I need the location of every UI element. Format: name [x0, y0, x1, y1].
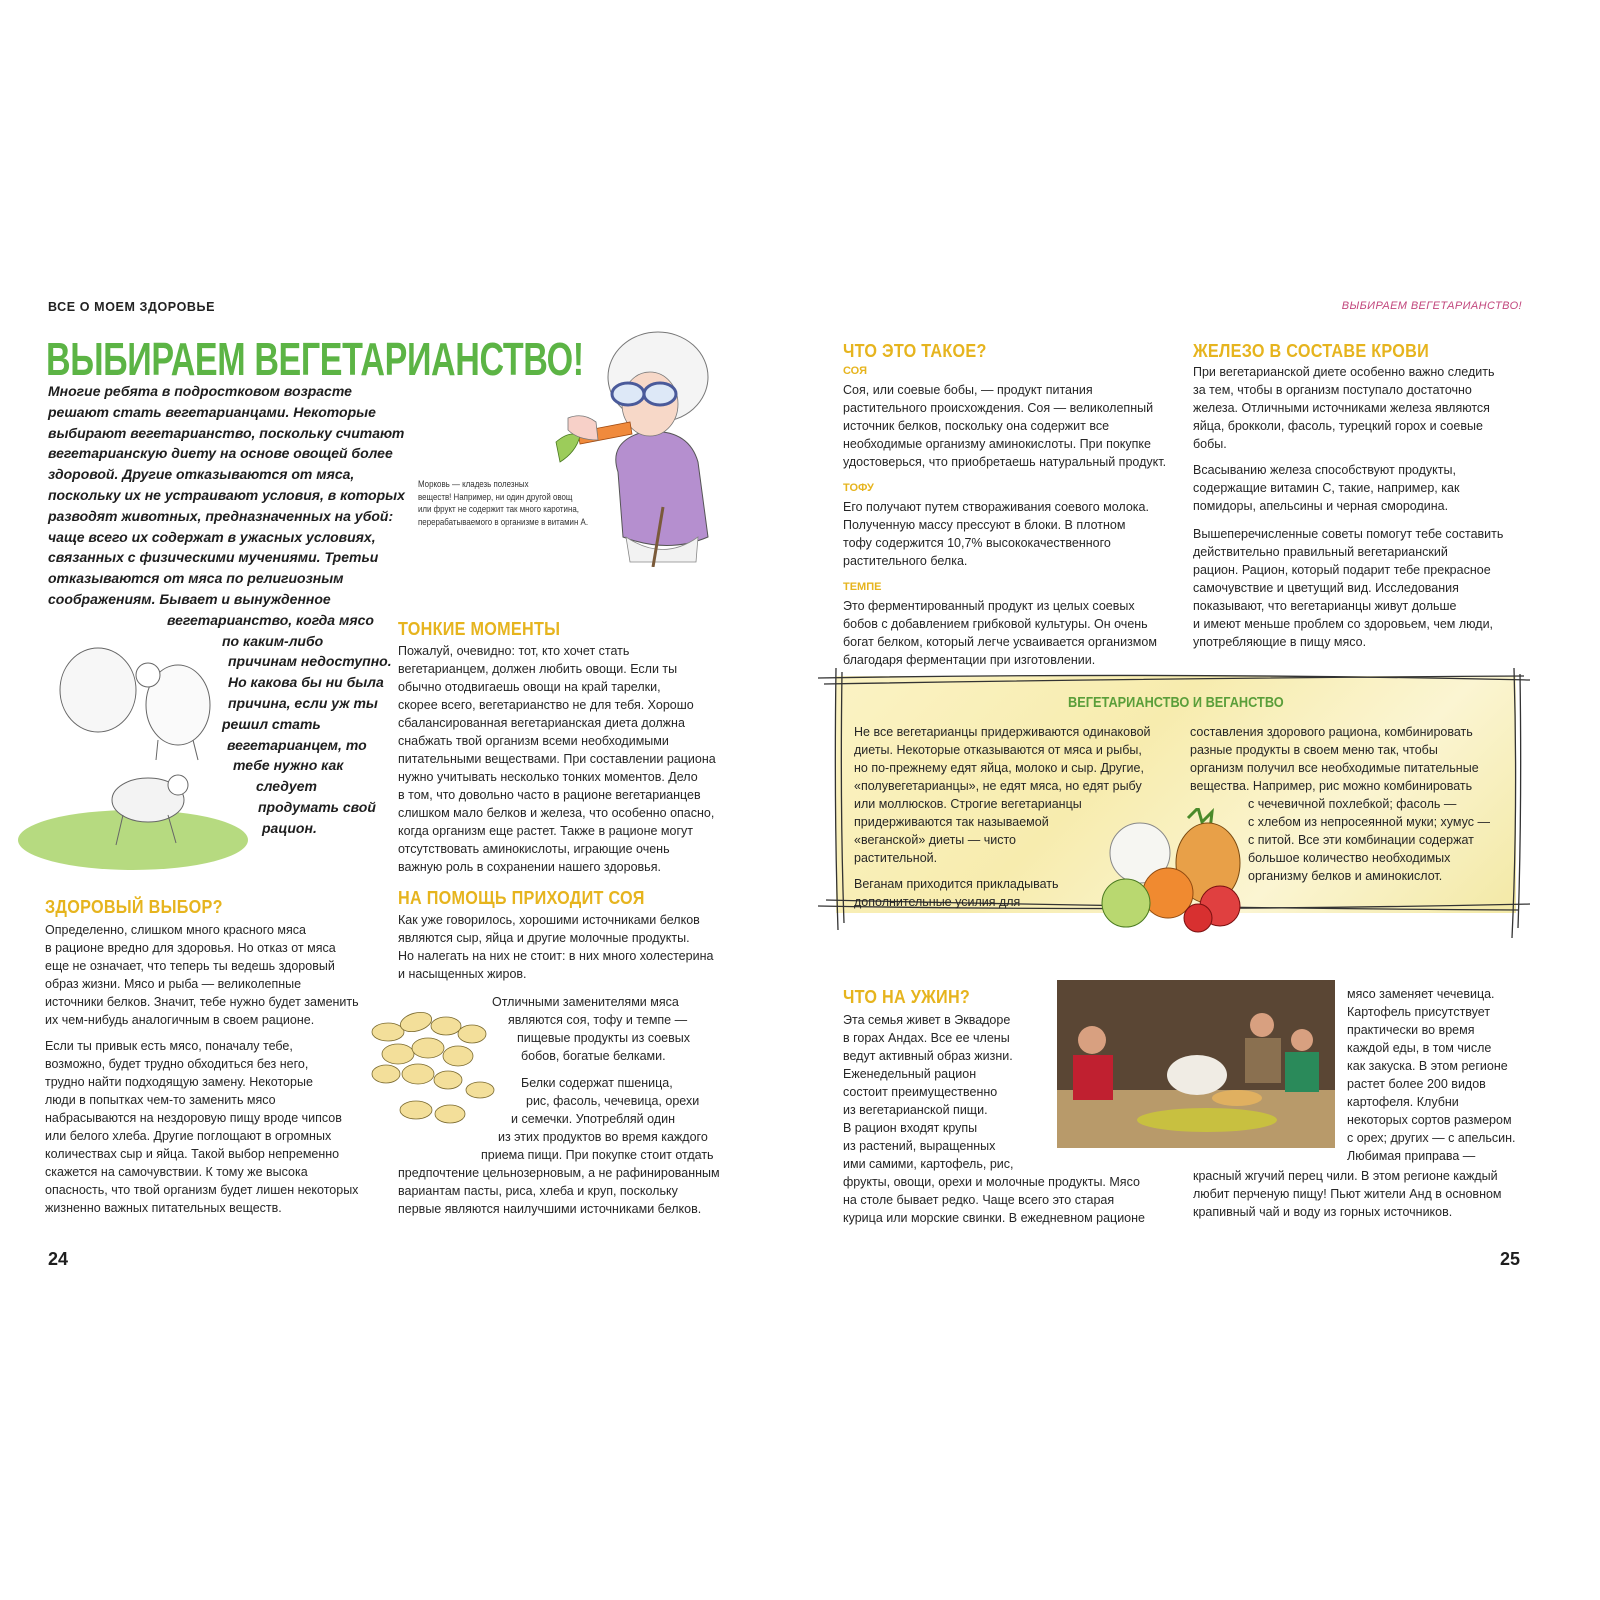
section-heading-subtle-points: ТОНКИЕ МОМЕНТЫ [398, 619, 561, 639]
text-line: являются сыр, яйца и другие молочные продукты. [398, 931, 690, 945]
text-line: Всасыванию железа способствуют продукты, [1193, 463, 1456, 477]
carrot-caption [418, 478, 588, 528]
text-line: Полученную массу прессуют в блоки. В плотном [843, 518, 1126, 532]
text-line: Пожалуй, очевидно: тот, кто хочет стать [398, 644, 630, 658]
text-line: связанных с физическими мучениями. Третьи [48, 549, 379, 566]
text-line: большое количество необходимых [1248, 851, 1451, 865]
text-line: скорее всего, вегетарианство не для тебя. Хорошо [398, 698, 694, 712]
text-line: их чем-нибудь аналогичным в своем рационе. [45, 1013, 315, 1027]
text-line: действительно правильный вегетарианский [1193, 545, 1448, 559]
text-line: дополнительные усилия для [854, 895, 1021, 909]
text-line: или фрукт не содержит так много каротина, [418, 504, 579, 515]
text-line: из вегетарианской пищи. [843, 1103, 988, 1117]
text-line: как закуска. В этом регионе [1347, 1059, 1508, 1073]
text-line: тофу содержится 10,7% высококачественного [843, 536, 1111, 550]
text-line: продумать свой [258, 798, 376, 815]
text-line: или белого хлеба. Другие поглощают в огромных [45, 1129, 332, 1143]
text-line: но по-прежнему едят яйца, молоко и сыр. Другие, [854, 761, 1144, 775]
text-line: и имеют меньше проблем со здоровьем, чем люди, [1193, 617, 1494, 631]
text-line: Белки содержат пшеница, [521, 1076, 673, 1090]
section-heading-what-is-it: ЧТО ЭТО ТАКОЕ? [843, 341, 987, 361]
text-line: с орех; других — с апельсин. [1347, 1131, 1516, 1145]
text-line: бобы. [1193, 437, 1227, 451]
text-line: Но какова бы ни была [228, 674, 384, 691]
text-line: поскольку их не устраивают условия, в которых [48, 486, 405, 503]
text-line: снабжать твой организм всеми необходимыми [398, 734, 669, 748]
text-line: Картофель присутствует [1347, 1005, 1491, 1019]
healthy-choice-paragraph-2 [45, 1037, 358, 1217]
text-line: При вегетарианской диете особенно важно следить [1193, 365, 1495, 379]
text-line: в том, что довольно часто в рационе вегетарианцев [398, 788, 701, 802]
subheading-tofu: ТОФУ [843, 482, 874, 494]
text-line: самочувствие и цветущий вид. Исследования [1193, 581, 1459, 595]
text-line: с питой. Все эти комбинации содержат [1248, 833, 1474, 847]
text-line: диеты. Некоторые отказываются от мяса и рыбы, [854, 743, 1142, 757]
text-line: за тем, чтобы в организм поступало достаточно [1193, 383, 1472, 397]
tempeh-definition [843, 597, 1157, 669]
box-left-paragraph-2 [854, 875, 1059, 911]
text-line: Соя, или соевые бобы, — продукт питания [843, 383, 1093, 397]
text-line: некоторых сортов размером [1347, 1113, 1512, 1127]
text-line: вегетарианцем, должен любить овощи. Если ты [398, 662, 678, 676]
text-line: необходимые организму аминокислоты. При покупке [843, 437, 1151, 451]
text-line: люди в попытках чем-то заменить мясо [45, 1093, 276, 1107]
text-line: Многие ребята в подростковом возрасте [48, 383, 352, 399]
text-line: картофеля. Клубни [1347, 1095, 1459, 1109]
text-line: Эта семья живет в Эквадоре [843, 1013, 1011, 1027]
text-line: рацион. [262, 819, 317, 836]
text-line: Не все вегетарианцы придерживаются одинаковой [854, 725, 1151, 739]
text-line: «полувегетарианцы», не едят мяса, но едят рыбу [854, 779, 1142, 793]
text-line: Любимая приправа — [1347, 1149, 1476, 1163]
text-line: фрукты, овощи, орехи и молочные продукты. Мясо [843, 1175, 1140, 1189]
text-line: бобов с добавлением грибковой культуры. Он очень [843, 617, 1148, 631]
text-line: соображениям. Бывает и вынужденное [48, 590, 331, 607]
text-line: когда организм еще растет. Также в рационе могут [398, 824, 693, 838]
text-line: удостоверься, что приобретаешь натуральный продукт. [843, 455, 1167, 469]
text-line: любит перченую пищу! Пьют жители Анд в основном [1193, 1187, 1502, 1201]
text-line: из этих продуктов во время каждого [498, 1130, 708, 1144]
text-line: употребляющие в пищу мясо. [1193, 635, 1367, 649]
subheading-soy: СОЯ [843, 365, 867, 377]
text-line: растительного происхождения. Соя — великолепный [843, 401, 1154, 415]
text-line: выбирают вегетарианство, поскольку считают [48, 424, 405, 441]
text-line: мясо заменяет чечевица. [1347, 987, 1495, 1001]
text-line: опасность, что твой организм будет лишен некоторых [45, 1183, 359, 1197]
text-line: здоровой. Другие отказываются от мяса, [48, 466, 355, 483]
text-line: придерживаются так называемой [854, 815, 1049, 829]
text-line: богат белком, который легче усваивается организмом [843, 635, 1157, 649]
text-line: растительного белка. [843, 554, 968, 568]
text-line: железа. Отличными источниками железа являются [1193, 401, 1490, 415]
text-line: тебе нужно как [233, 757, 344, 774]
text-line: сбалансированная вегетарианская диета должна [398, 716, 685, 730]
text-line: рацион. Рацион, который подарит тебе прекрасное [1193, 563, 1491, 577]
text-line: благодаря ферментации при изготовлении. [843, 653, 1096, 667]
text-line: показывают, что вегетарианцы живут дольше [1193, 599, 1457, 613]
text-line: растет более 200 видов [1347, 1077, 1486, 1091]
grandma-eating-carrot-illustration [548, 322, 728, 567]
dinner-text-right [1193, 985, 1516, 1221]
text-line: источник белков, поскольку она содержит все [843, 419, 1110, 433]
text-line: в горах Андах. Все ее члены [843, 1031, 1010, 1045]
text-line: крапивный чай и воду из горных источников. [1193, 1205, 1453, 1219]
text-line: вариантам пасты, риса, хлеба и круп, поскольку [398, 1184, 678, 1198]
text-line: возможно, будет трудно обходиться без него, [45, 1057, 309, 1071]
text-line: решают стать вегетарианцами. Некоторые [48, 403, 376, 420]
text-line: слишком мало белков и железа, что особенно опасно, [398, 806, 715, 820]
text-line: рис, фасоль, чечевица, орехи [526, 1094, 700, 1108]
text-line: приема пищи. При покупке стоит отдать [481, 1148, 714, 1162]
text-line: состоит преимущественно [843, 1085, 998, 1099]
ecuador-family-photo [1057, 980, 1335, 1148]
text-line: отказываются от мяса по религиозным [48, 570, 344, 587]
text-line: трудно найти подходящую замену. Некоторые [45, 1075, 313, 1089]
text-line: причинам недоступно. [228, 653, 392, 670]
text-line: «веганской» диеты — чисто [854, 833, 1017, 847]
text-line: причина, если уж ты [228, 694, 378, 711]
text-line: каждой еды, в том числе [1347, 1041, 1492, 1055]
text-line: Как уже говорилось, хорошими источниками белков [398, 913, 700, 927]
iron-paragraph-1 [1193, 363, 1494, 453]
page-number-right: 25 [1500, 1249, 1521, 1269]
text-line: содержащие витамин С, такие, например, как [1193, 481, 1460, 495]
text-line: и насыщенных жиров. [398, 967, 527, 981]
text-line: составления здорового рациона, комбинировать [1190, 725, 1473, 739]
text-line: с чечевичной похлебкой; фасоль — [1248, 797, 1457, 811]
text-line: вегетарианскую диету на основе овощей более [48, 445, 393, 462]
text-line: количествах сыр и яйца. Такой выбор непременно [45, 1147, 340, 1161]
text-line: организм получил все необходимые питательные [1190, 761, 1479, 775]
text-line: растительной. [854, 851, 938, 865]
text-line: организму белков и аминокислот. [1248, 869, 1443, 883]
text-line: яйца, брокколи, фасоль, турецкий горох и соевые [1193, 419, 1483, 433]
subheading-tempeh: ТЕМПЕ [843, 581, 882, 593]
section-heading-soy-helps: НА ПОМОЩЬ ПРИХОДИТ СОЯ [398, 888, 645, 908]
text-line: красный жгучий перец чили. В этом регионе каждый [1193, 1169, 1498, 1183]
text-line: по каким-либо [222, 632, 324, 649]
page-number-left: 24 [48, 1249, 69, 1269]
text-line: нужно учитывать несколько тонких моментов. Дело [398, 770, 698, 784]
text-line: ведут активный образ жизни. [843, 1049, 1013, 1063]
text-line: первые являются наилучшими источниками белков. [398, 1202, 702, 1216]
text-line: Определенно, слишком много красного мяса [45, 923, 306, 937]
tofu-definition [843, 498, 1149, 570]
text-line: Вышеперечисленные советы помогут тебе составить [1193, 527, 1504, 541]
text-line: из растений, выращенных [843, 1139, 996, 1153]
text-line: важную роль в сохранении нашего здоровья. [398, 860, 661, 874]
iron-paragraph-2 [1193, 461, 1459, 515]
text-line: или моллюсков. Строгие вегетарианцы [854, 797, 1082, 811]
text-line: Это ферментированный продукт из целых соевых [843, 599, 1135, 613]
text-line: вегетарианство, когда мясо [167, 611, 374, 628]
page-title: ВЫБИРАЕМ ВЕГЕТАРИАНСТВО! [46, 333, 584, 385]
text-line: разводят животных, предназначенных на убой: [48, 507, 394, 524]
text-line: пищевые продукты из соевых [517, 1031, 690, 1045]
text-line: Его получают путем створаживания соевого молока. [843, 500, 1149, 514]
text-line: образ жизни. Мясо и рыба — великолепные [45, 977, 302, 991]
section-heading-dinner: ЧТО НА УЖИН? [843, 987, 971, 1007]
sheep-illustration [18, 635, 248, 875]
text-line: веществ! Например, ни один другой овощ [418, 491, 573, 502]
text-line: Веганам приходится прикладывать [854, 877, 1059, 891]
text-line: являются соя, тофу и темпе — [508, 1013, 688, 1027]
text-line: вегетарианцем, то [227, 736, 367, 753]
text-line: Если ты привык есть мясо, поначалу тебе, [45, 1039, 293, 1053]
soy-definition [843, 381, 1166, 471]
text-line: решил стать [222, 715, 321, 732]
text-line: источники белков. Значит, тебе нужно будет заменить [45, 995, 359, 1009]
text-line: перерабатываемого в организме в витамин А. [418, 516, 589, 527]
text-line: курица или морские свинки. В ежедневном рационе [843, 1211, 1145, 1225]
text-line: жизненно важных питательных веществ. [45, 1201, 282, 1215]
text-line: разные продукты в своем меню так, чтобы [1190, 743, 1438, 757]
text-line: предпочтение цельнозерновым, а не рафинированным [398, 1166, 720, 1180]
running-head-right: ВЫБИРАЕМ ВЕГЕТАРИАНСТВО! [1341, 300, 1522, 312]
text-line: помидоры, апельсины и черная смородина. [1193, 499, 1449, 513]
text-line: Но налегать на них не стоит: в них много холестерина [398, 949, 714, 963]
text-line: еще не означает, что теперь ты ведешь здоровый [45, 959, 335, 973]
text-line: ими самими, картофель, рис, [843, 1157, 1014, 1171]
text-line: набрасываются на нездоровую пищу вроде чипсов [45, 1111, 342, 1125]
box-heading: ВЕГЕТАРИАНСТВО И ВЕГАНСТВО [1068, 695, 1284, 711]
text-line: с хлебом из непросеянной муки; хумус — [1248, 815, 1490, 829]
text-line: бобов, богатые белками. [521, 1049, 666, 1063]
soybeans-illustration [368, 1002, 508, 1132]
fruits-vegetables-illustration [1098, 808, 1258, 933]
section-heading-iron: ЖЕЛЕЗО В СОСТАВЕ КРОВИ [1193, 341, 1429, 361]
soy-helps-paragraph-1 [398, 911, 713, 983]
section-heading-healthy-choice: ЗДОРОВЫЙ ВЫБОР? [45, 897, 223, 917]
text-line: питательными веществами. При составлении рациона [398, 752, 716, 766]
healthy-choice-paragraph-1 [45, 921, 359, 1029]
text-line: Еженедельный рацион [843, 1067, 977, 1081]
text-line: В рацион входят крупы [843, 1121, 978, 1135]
subtle-points-text [398, 642, 716, 876]
text-line: отсутствовать аминокислоты, играющие очень [398, 842, 670, 856]
text-line: Морковь — кладезь полезных [418, 479, 529, 489]
text-line: в рационе вредно для здоровья. Но отказ от мяса [45, 941, 336, 955]
text-line: следует [256, 778, 317, 795]
text-line: обычно отодвигаешь овощи на край тарелки, [398, 680, 661, 694]
text-line: чаще всего их содержат в ужасных условиях, [48, 528, 376, 545]
text-line: практически во время [1347, 1023, 1475, 1037]
iron-paragraph-3 [1193, 525, 1503, 651]
text-line: и семечки. Употребляй один [511, 1112, 675, 1126]
text-line: на столе бывает редко. Чаще всего это старая [843, 1193, 1115, 1207]
text-line: вещества. Например, рис можно комбинировать [1190, 779, 1473, 793]
text-line: скажется на самочувствии. К тому же высока [45, 1165, 308, 1179]
running-head-left: ВСЕ О МОЕМ ЗДОРОВЬЕ [48, 300, 216, 314]
text-line: Отличными заменителями мяса [492, 995, 679, 1009]
